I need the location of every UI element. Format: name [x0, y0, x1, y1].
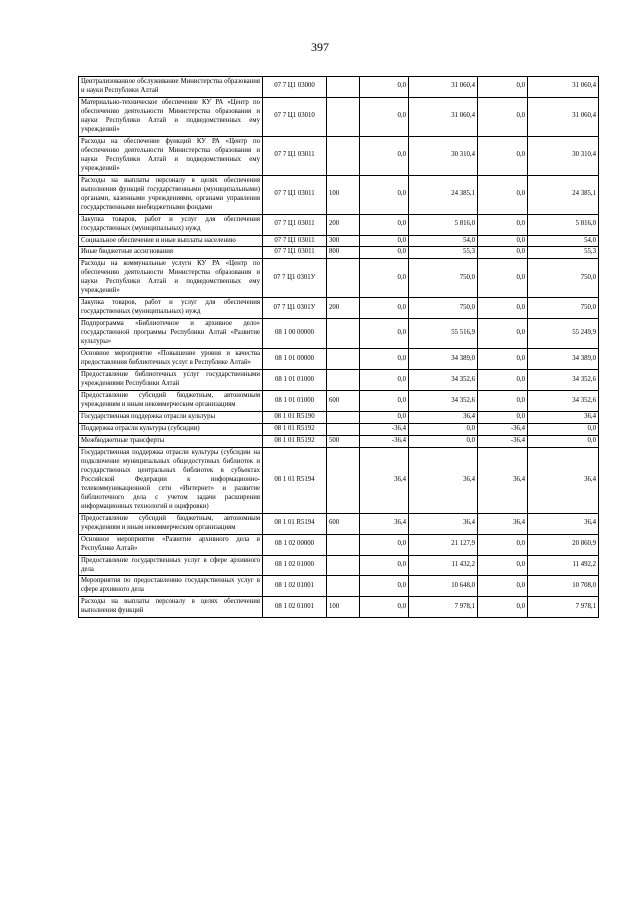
budget-table	[78, 76, 599, 618]
row-code-cell: 08 1 01 R5194	[263, 447, 327, 513]
row-code-cell: 07 7 Ц1 03010	[263, 97, 327, 136]
row-value-4-cell: 34 352,6	[528, 370, 599, 391]
row-name-cell: Поддержка отрасли культуры (субсидии)	[79, 423, 263, 435]
row-name-cell: Иные бюджетные ассигнования	[79, 247, 263, 259]
row-value-2-cell: 7 978,1	[409, 597, 478, 618]
row-value-1-cell: 0,0	[360, 97, 409, 136]
table-row	[79, 597, 599, 618]
row-value-1-cell: 0,0	[360, 175, 409, 214]
table-row	[79, 370, 599, 391]
row-value-1-cell: 36,4	[360, 447, 409, 513]
table-row	[79, 175, 599, 214]
row-value-1-cell: 0,0	[360, 597, 409, 618]
row-value-3-cell: 0,0	[478, 247, 528, 259]
row-kind-cell: 200	[327, 298, 360, 319]
row-value-3-cell: 0,0	[478, 411, 528, 423]
row-value-3-cell: 0,0	[478, 77, 528, 98]
page-number: 397	[311, 40, 329, 54]
row-kind-cell	[327, 555, 360, 576]
row-value-4-cell: 750,0	[528, 298, 599, 319]
row-value-4-cell: 24 385,1	[528, 175, 599, 214]
row-value-4-cell: 0,0	[528, 435, 599, 447]
table-row	[79, 391, 599, 412]
row-code-cell: 07 7 Ц1 03011	[263, 175, 327, 214]
row-kind-cell	[327, 576, 360, 597]
table-row	[79, 259, 599, 298]
row-value-4-cell: 10 708,0	[528, 576, 599, 597]
row-value-4-cell: 34 389,0	[528, 349, 599, 370]
row-value-1-cell: 0,0	[360, 298, 409, 319]
row-value-4-cell: 36,4	[528, 513, 599, 534]
row-name-cell: Закупка товаров, работ и услуг для обеспечения государственных (муниципальных) нужд	[79, 298, 263, 319]
row-value-2-cell: 11 432,2	[409, 555, 478, 576]
row-value-1-cell: 0,0	[360, 349, 409, 370]
row-kind-cell: 500	[327, 435, 360, 447]
row-value-4-cell: 750,0	[528, 259, 599, 298]
row-value-1-cell: 0,0	[360, 319, 409, 349]
row-name-cell: Межбюджетные трансферты	[79, 435, 263, 447]
row-value-2-cell: 34 352,6	[409, 391, 478, 412]
row-code-cell: 08 1 01 R5192	[263, 423, 327, 435]
row-value-4-cell: 11 492,2	[528, 555, 599, 576]
row-value-2-cell: 36,4	[409, 447, 478, 513]
table-row	[79, 576, 599, 597]
row-code-cell: 08 1 02 01000	[263, 555, 327, 576]
row-value-3-cell: 36,4	[478, 447, 528, 513]
row-name-cell: Закупка товаров, работ и услуг для обеспечения государственных (муниципальных) нужд	[79, 214, 263, 235]
table-row	[79, 298, 599, 319]
row-value-3-cell: 0,0	[478, 235, 528, 247]
table-row	[79, 349, 599, 370]
row-name-cell: Предоставление субсидий бюджетным, автономным учреждениям и иным некоммерческим организациям	[79, 513, 263, 534]
row-value-2-cell: 10 648,0	[409, 576, 478, 597]
row-value-3-cell: 0,0	[478, 97, 528, 136]
row-value-2-cell: 5 816,0	[409, 214, 478, 235]
row-value-1-cell: 0,0	[360, 136, 409, 175]
row-kind-cell	[327, 534, 360, 555]
row-name-cell: Предоставление субсидий бюджетным, автономным учреждениям и иным некоммерческим организациям	[79, 391, 263, 412]
row-value-2-cell: 21 127,9	[409, 534, 478, 555]
row-value-1-cell: -36,4	[360, 423, 409, 435]
row-name-cell: Централизованное обслуживание Министерства образования и науки Республики Алтай	[79, 77, 263, 98]
row-code-cell: 08 1 00 00000	[263, 319, 327, 349]
row-value-1-cell: 36,4	[360, 513, 409, 534]
row-value-2-cell: 750,0	[409, 259, 478, 298]
row-code-cell: 08 1 02 00000	[263, 534, 327, 555]
row-value-4-cell: 31 060,4	[528, 97, 599, 136]
row-value-2-cell: 54,0	[409, 235, 478, 247]
row-code-cell: 07 7 Ц1 03000	[263, 77, 327, 98]
row-code-cell: 08 1 02 01001	[263, 576, 327, 597]
table-row	[79, 77, 599, 98]
row-value-4-cell: 5 816,0	[528, 214, 599, 235]
row-code-cell: 08 1 02 01001	[263, 597, 327, 618]
row-value-4-cell: 20 860,9	[528, 534, 599, 555]
row-value-1-cell: -36,4	[360, 435, 409, 447]
table-row	[79, 235, 599, 247]
row-value-1-cell: 0,0	[360, 391, 409, 412]
row-value-4-cell: 31 060,4	[528, 77, 599, 98]
table-row	[79, 447, 599, 513]
row-value-3-cell: 0,0	[478, 576, 528, 597]
row-kind-cell: 100	[327, 597, 360, 618]
row-value-1-cell: 0,0	[360, 534, 409, 555]
row-kind-cell: 600	[327, 391, 360, 412]
table-row	[79, 555, 599, 576]
row-value-2-cell: 55 516,9	[409, 319, 478, 349]
row-value-1-cell: 0,0	[360, 77, 409, 98]
row-name-cell: Основное мероприятие «Повышение уровня и качества предоставления библиотечных услуг в Республике Алтай»	[79, 349, 263, 370]
row-value-1-cell: 0,0	[360, 247, 409, 259]
row-name-cell: Государственная поддержка отрасли культуры	[79, 411, 263, 423]
row-value-4-cell: 36,4	[528, 411, 599, 423]
row-value-3-cell: 36,4	[478, 513, 528, 534]
row-kind-cell	[327, 447, 360, 513]
row-value-4-cell: 34 352,6	[528, 391, 599, 412]
row-kind-cell	[327, 423, 360, 435]
row-name-cell: Расходы на обеспечение функций КУ РА «Центр по обеспечению деятельности Министерства образования и науки Республики Алтай и подведомственных ему учреждений»	[79, 136, 263, 175]
table-row	[79, 534, 599, 555]
row-value-1-cell: 0,0	[360, 576, 409, 597]
row-value-1-cell: 0,0	[360, 259, 409, 298]
row-code-cell: 07 7 Ц1 03011	[263, 247, 327, 259]
row-value-4-cell: 36,4	[528, 447, 599, 513]
row-value-2-cell: 750,0	[409, 298, 478, 319]
row-name-cell: Предоставление библиотечных услуг государственными учреждениями Республики Алтай	[79, 370, 263, 391]
row-value-3-cell: 0,0	[478, 298, 528, 319]
row-name-cell: Предоставление государственных услуг в сфере архивного дела	[79, 555, 263, 576]
row-value-2-cell: 55,3	[409, 247, 478, 259]
row-name-cell: Основное мероприятие «Развитие архивного дела в Республике Алтай»	[79, 534, 263, 555]
row-value-2-cell: 36,4	[409, 411, 478, 423]
row-code-cell: 08 1 01 R5192	[263, 435, 327, 447]
row-kind-cell	[327, 97, 360, 136]
row-name-cell: Государственная поддержка отрасли культуры (субсидии на подключение муниципальных общедоступных библиотек и государственных центральных библиотек в субъектах Российской Федерации к информационно-телекоммуникационной сети «Интернет» и развитие библиотечного дела с учетом задачи расширения информационных технологий и оцифровки)	[79, 447, 263, 513]
row-value-4-cell: 0,0	[528, 423, 599, 435]
row-kind-cell: 300	[327, 235, 360, 247]
row-value-4-cell: 7 978,1	[528, 597, 599, 618]
row-value-1-cell: 0,0	[360, 235, 409, 247]
row-name-cell: Подпрограмма «Библиотечное и архивное дело» государственной программы Республики Алтай «Развитие культуры»	[79, 319, 263, 349]
row-value-1-cell: 0,0	[360, 370, 409, 391]
row-value-3-cell: 0,0	[478, 136, 528, 175]
row-value-3-cell: -36,4	[478, 435, 528, 447]
row-value-2-cell: 34 389,0	[409, 349, 478, 370]
row-code-cell: 08 1 01 01000	[263, 370, 327, 391]
table-row	[79, 136, 599, 175]
table-row	[79, 411, 599, 423]
row-value-3-cell: 0,0	[478, 555, 528, 576]
row-value-2-cell: 0,0	[409, 435, 478, 447]
row-name-cell: Социальное обеспечение и иные выплаты населению	[79, 235, 263, 247]
row-code-cell: 07 7 Ц1 0301У	[263, 298, 327, 319]
row-kind-cell	[327, 411, 360, 423]
row-value-2-cell: 0,0	[409, 423, 478, 435]
row-kind-cell: 100	[327, 175, 360, 214]
row-value-4-cell: 54,0	[528, 235, 599, 247]
row-value-2-cell: 31 060,4	[409, 77, 478, 98]
table-row	[79, 423, 599, 435]
row-kind-cell	[327, 77, 360, 98]
row-value-3-cell: 0,0	[478, 349, 528, 370]
table-row	[79, 435, 599, 447]
row-kind-cell: 600	[327, 513, 360, 534]
row-code-cell: 08 1 01 01000	[263, 391, 327, 412]
row-code-cell: 07 7 Ц1 03011	[263, 214, 327, 235]
row-kind-cell: 800	[327, 247, 360, 259]
row-value-3-cell: 0,0	[478, 175, 528, 214]
row-value-1-cell: 0,0	[360, 555, 409, 576]
table-row	[79, 513, 599, 534]
row-value-4-cell: 55 249,9	[528, 319, 599, 349]
row-value-2-cell: 31 060,4	[409, 97, 478, 136]
row-kind-cell: 200	[327, 214, 360, 235]
row-code-cell: 08 1 01 00000	[263, 349, 327, 370]
row-value-3-cell: 0,0	[478, 391, 528, 412]
row-value-1-cell: 0,0	[360, 411, 409, 423]
row-value-3-cell: -36,4	[478, 423, 528, 435]
row-value-1-cell: 0,0	[360, 214, 409, 235]
row-value-2-cell: 24 385,1	[409, 175, 478, 214]
row-name-cell: Мероприятия по предоставлению государственных услуг в сфере архивного дела	[79, 576, 263, 597]
row-code-cell: 08 1 01 R5194	[263, 513, 327, 534]
row-value-3-cell: 0,0	[478, 597, 528, 618]
row-value-2-cell: 30 310,4	[409, 136, 478, 175]
row-value-4-cell: 55,3	[528, 247, 599, 259]
row-kind-cell	[327, 259, 360, 298]
row-value-3-cell: 0,0	[478, 370, 528, 391]
row-name-cell: Расходы на выплаты персоналу в целях обеспечения выполнения функций государственными (муниципальными) органами, казенными учреждениями, органами управления государственными внебюджетными фондами	[79, 175, 263, 214]
budget-table-body	[79, 77, 599, 618]
row-kind-cell	[327, 349, 360, 370]
row-name-cell: Расходы на коммунальные услуги КУ РА «Центр по обеспечению деятельности Министерства образования и науки Республики Алтай и подведомственных ему учреждений»	[79, 259, 263, 298]
table-row	[79, 214, 599, 235]
row-value-3-cell: 0,0	[478, 259, 528, 298]
row-code-cell: 07 7 Ц1 0301У	[263, 259, 327, 298]
row-value-2-cell: 34 352,6	[409, 370, 478, 391]
row-name-cell: Материально-техническое обеспечение КУ РА «Центр по обеспечению деятельности Министерства образования и науки Республики Алтай и подведомственных ему учреждений»	[79, 97, 263, 136]
row-kind-cell	[327, 370, 360, 391]
table-row	[79, 97, 599, 136]
row-code-cell: 08 1 01 R5190	[263, 411, 327, 423]
row-code-cell: 07 7 Ц1 03011	[263, 235, 327, 247]
row-kind-cell	[327, 136, 360, 175]
row-value-2-cell: 36,4	[409, 513, 478, 534]
row-value-3-cell: 0,0	[478, 534, 528, 555]
row-code-cell: 07 7 Ц1 03011	[263, 136, 327, 175]
row-value-3-cell: 0,0	[478, 319, 528, 349]
row-name-cell: Расходы на выплаты персоналу в целях обеспечения выполнения функций	[79, 597, 263, 618]
table-row	[79, 319, 599, 349]
row-kind-cell	[327, 319, 360, 349]
table-row	[79, 247, 599, 259]
row-value-3-cell: 0,0	[478, 214, 528, 235]
row-value-4-cell: 30 310,4	[528, 136, 599, 175]
